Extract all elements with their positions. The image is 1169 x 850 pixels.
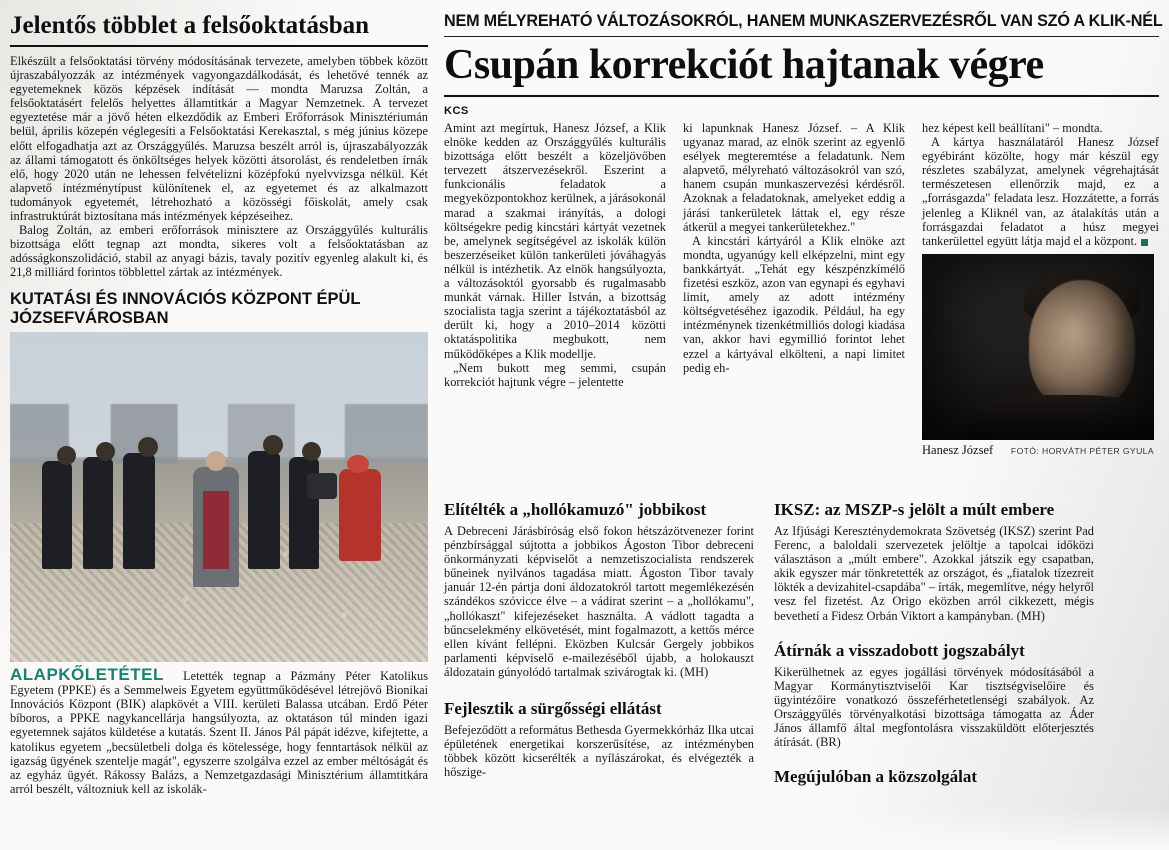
paragraph: „Nem bukott meg semmi, csupán korrekciót hajtunk végre – jelentette — [444, 360, 666, 389]
paragraph: Kikerülhetnek az egyes jogállási törvények módosításából a Magyar Kormánytisztviselői Kar tisztségviselőire és ügyintézőire vonatkozó összeférhetetlenségi szabályok. Az Országgyűlés törvényalkotási bizottsága támogatta az Áder János államfő által megfontolásra visszaküldött előterjesztés átírását. (BR) — [774, 664, 1094, 750]
left-photo-story — [10, 664, 428, 797]
article-title: Csupán korrekciót hajtanak végre — [444, 42, 1044, 88]
paragraph: Befejeződött a református Bethesda Gyermekkórház Ilka utcai épületének energetikai korszerűsítése, az intézményben többek között kicserélték a nyílászárokat, és elvégezték a hőszige- — [444, 723, 754, 780]
person — [248, 451, 280, 569]
camera-icon — [307, 473, 337, 499]
photo-caption-row — [922, 443, 1154, 458]
person-red-coat — [339, 469, 381, 561]
main-article — [444, 12, 1163, 535]
photo-credit: FOTÓ: HORVÁTH PÉTER GYULA — [1010, 445, 1154, 456]
page-bottom-fade — [0, 808, 1169, 850]
portrait-vignette — [922, 254, 1154, 440]
lead-text: Letették tegnap a Pázmány Péter Katolikus Egyetem (PPKE) és a Semmelweis Egyetem együttműködésével létrejövő Bionikai Innovációs Központ (BIK) alapkövét a VIII. kerületi Balassa utcában. Erdő Péter bíboros, a PPKE nagykancellárja hangsúlyozta, az oktatáson túl minden igazi egyetemnek sajátos küldetése a kutatás. Szent II. János Pál pápát idézve, kifejtette, a katolikus egyetem „becsületbeli dolga és kötelessége, hogy fenntartások nélkül az igazság ügyének szentelje magát", egyszerre szolgálva ezzel az ember méltóságát és az egyház ügyét. Rákossy Balázs, a Nemzetgazdasági Minisztérium államtitkára arról beszélt, változniuk kell az iskolák- — [10, 668, 428, 797]
article-column-2 — [683, 105, 905, 375]
article-column-1 — [444, 105, 666, 389]
paragraph: Balog Zoltán, az emberi erőforrások minisztere az Országgyűlés kulturális bizottsága előtt tegnap azt mondta, sikeres volt a felsőoktatásban az adósságkonszolidáció, stabil az anyagi bázis, tavaly pozitív egyenleg alakult ki, és 21,8 milliárd forintos többlettel zártak az intézmények. — [10, 223, 428, 280]
photo-caption-name: Hanesz József — [922, 442, 994, 457]
paragraph — [922, 135, 1159, 248]
paragraph: A kincstári kártyáról a Klik elnöke azt mondta, ugyanúgy kell elképzelni, mint egy bankkártyát. „Tehát egy készpénzkímélő fizetési eszköz, azon van egynapi és egyhavi limit, amely az adott intézmény költségvetéséhez igazodik. Például, ha egy intézménynek tizenkétmilliós dologi kiadása van, akkor havi egymillió forintot lehet ezzel a kártyával elkölteni, a napi limitet pedig eh- — [683, 233, 905, 375]
divider-rule — [444, 36, 1159, 37]
priest-figure — [193, 467, 239, 587]
sub-headline: IKSZ: az MSZP-s jelölt a múlt embere — [774, 500, 1055, 519]
paragraph: A Debreceni Járásbíróság első fokon hétszázötvenezer forint pénzbírsággal sújtotta a jobbikos Ágoston Tibor debreceni önkormányzati képviselőt a nemzetiszocialista rendszerek bűneinek nyilvános tagadása miatt. Ágoston Tibor tavaly január 12-én pártja doni áldozatokról tartott megemlékezésén szándékos szóvicce élve – a vádirat szerint – a „hollókamu", „hollókaszt" kifejezéseket használta. A vádlott tagadta a bűncselekmény elkövetését, mint fogalmazott, a kettős mérce ellen kívánt fellépni. Eközben Kulcsár Gergely jobbikos parlamenti képviselő e-mailezéséből újabb, a holokauszt áldozatain gúnyolódó tartalmak szivárogtak ki. (MH) — [444, 524, 754, 679]
photo-section-heading: KUTATÁSI ÉS INNOVÁCIÓS KÖZPONT ÉPÜL JÓZSEFVÁROSBAN — [10, 289, 361, 327]
lead-label: ALAPKŐLETÉTEL — [10, 664, 164, 684]
paragraph — [10, 664, 428, 797]
groundbreaking-photo — [10, 332, 428, 662]
person-head — [302, 442, 321, 461]
paragraph: hez képest kell beállítani" – mondta. — [922, 121, 1103, 135]
divider-rule — [444, 95, 1159, 97]
divider-rule — [10, 45, 428, 47]
end-mark — [1141, 239, 1148, 246]
sub-headline: Elítélték a „hollókamuzó" jobbikost — [444, 500, 707, 519]
person-head — [138, 437, 158, 457]
article-column-3 — [922, 105, 1159, 458]
article-columns — [444, 105, 1159, 535]
left-headline: Jelentős többlet a felsőoktatásban — [10, 12, 370, 39]
photo-people — [35, 431, 403, 570]
paragraph-text: A kártya használatáról Hanesz József egyébiránt közölte, hogy már készül egy részletes szabályzat, amelynek végrehajtását természetesen ellenőrzik majd, ez a „forrásgazda" feladata lesz. Hozzátette, a forrás jelenleg a Kliknél van, az átalakítás után a forrásgazdai feladatot a húsz megyei tankerülettel együtt látja majd el a központ. — [922, 135, 1159, 248]
person — [83, 457, 113, 569]
paragraph: Elkészült a felsőoktatási törvény módosításának tervezete, amelyben többek között újraszabályozzák az intézmények vagyongazdálkodását, és lehetővé tennék az egyetemeknek közös képzések indítását — mondta Maruzsa Zoltán, a felsőoktatásért felelős helyettes államtitkár a Magyar Nemzetnek. A tervezet egyeztetése már a jövő héten elkezdődik az Emberi Erőforrások Minisztériumán belül, április közepén véglegesíti a Felsőoktatási Kerekasztal, s még június közepe előtt elfogadhatja azt az Országgyűlés. Maruzsa beszélt arról is, újraszabályozzák az állami támogatott és önköltséges helyek közötti átsorolást, és rendeletben írnák elő, hogy 2020 után ne lehessen felvételizni középfokú nyelvvizsga nélkül. Két alapvető intézménytípust különítenek el, az egyetemet és az alkalmazott tudományok egyetemét, létrehozható a közösségi főiskolát, amely csak infrastruktúrát biztosítana más intézmények képzéseihez. — [10, 54, 428, 224]
person-head — [263, 435, 283, 455]
person-head — [96, 442, 115, 461]
portrait-photo — [922, 254, 1154, 440]
article-kicker: NEM MÉLYREHATÓ VÁLTOZÁSOKRÓL, HANEM MUNKASZERVEZÉSRŐL VAN SZÓ A KLIK-NÉL — [444, 12, 1163, 30]
person — [42, 461, 72, 569]
person-head — [57, 446, 76, 465]
paragraph: Az Ifjúsági Kereszténydemokrata Szövetség (IKSZ) szerint Pad Ferenc, a baloldali szervezetek jelöltje a tapolcai időközi választáson a „múlt embere". Azokkal játszik egy csapatban, akik egyszer már tönkretették az országot, és „fiatalok tízezreit lökték a devizahitel-csapdába" – írták, megemlítve, négy helyről vesz fel fizetést. Az Origo eközben arról cikkezett, mégis bevethetí a Fidesz Orbán Viktort a kampányban. (MH) — [774, 524, 1094, 623]
paragraph: ki lapunknak Hanesz József. – A Klik ugyanaz marad, az elnök szerint az egyenlő esélyek megteremtése a feladatunk. Nem alapvető, mélyreható változásokról van szó, hanem csupán munkaszervezési kérdésről. Azoknak a feladatoknak, amelyeket eddig a járási tankerületek láttak el, egy része átkerül a megyei tankerületekhez." — [683, 121, 905, 234]
left-body — [10, 54, 428, 280]
sub-headline: Megújulóban a közszolgálat — [774, 767, 978, 787]
sub-headline: Átírnák a visszadobott jogszabályt — [774, 640, 1025, 660]
person — [123, 453, 155, 569]
sub-headline: Fejlesztik a sürgősségi ellátást — [444, 699, 662, 719]
left-column — [10, 12, 428, 796]
lower-column-right — [774, 500, 1094, 791]
byline: KCS — [444, 105, 469, 117]
lower-column-left — [444, 500, 754, 779]
paragraph: Amint azt megírtuk, Hanesz József, a Klik elnöke kedden az Országgyűlés kulturális bizottsága előtt beszélt a közeljövőben tervezett átszervezésekről. Eszerint a funkcionális feladatok a megyeközpontokhoz kerülnek, a járásokonál marad a szakmai irányítás, a dologi költségekre pedig kincstári kártyát vezetnek be, amelynek segítségével az iskolák külön beszerzéseiket külön tankerületi jóváhagyás nélkül is intézhetik. Az elnök hangsúlyozta, a változásoktól gyorsabb és rugalmasabb munkát várnak. Hiller István, a bizottság szocialista tagja szerint a tájékoztatásból az derült ki, hogy a 2010–2014 közötti oktatáspolitika megbukott, nem működőképes a Klik modellje. — [444, 121, 666, 361]
